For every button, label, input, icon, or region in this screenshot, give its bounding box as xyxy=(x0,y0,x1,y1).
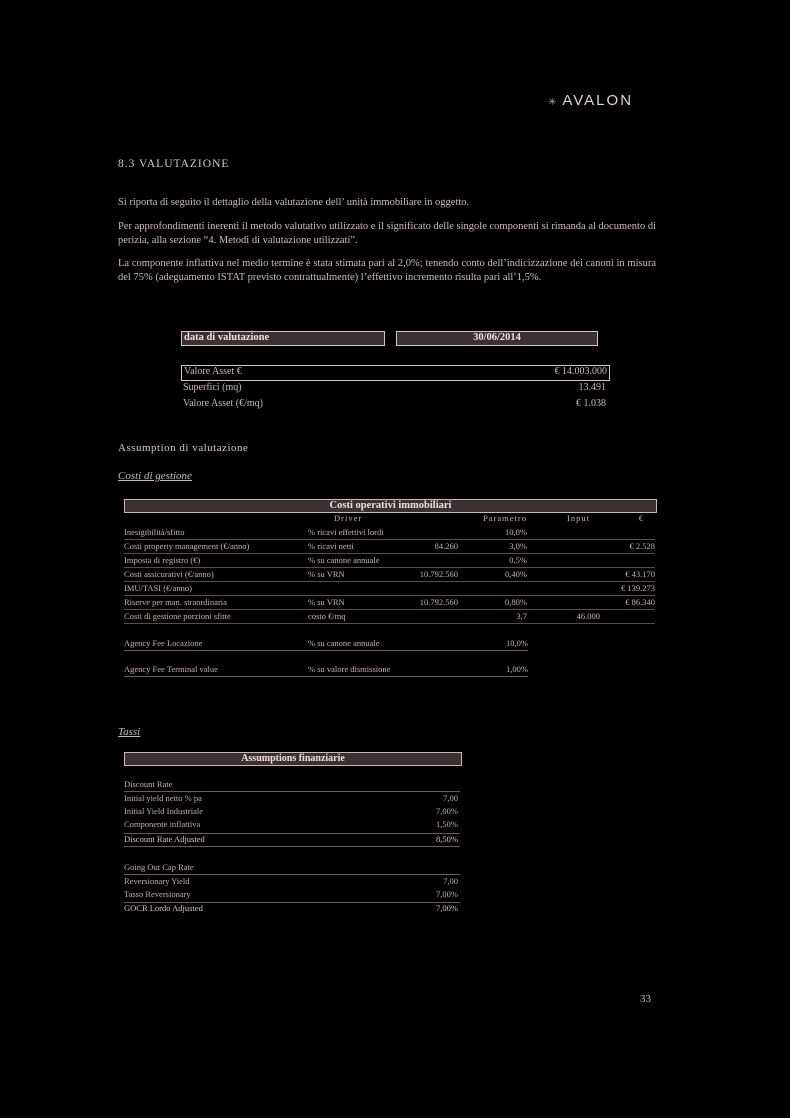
valuation-row-label: Valore Asset (€/mq) xyxy=(183,398,263,409)
valuation-row xyxy=(181,382,608,396)
assumptions-title: Assumption di valutazione xyxy=(118,442,249,454)
section-title: 8.3 VALUTAZIONE xyxy=(118,158,230,170)
table-row xyxy=(124,526,655,540)
cost-label: Costi di gestione porzioni sfitte xyxy=(124,611,231,621)
going-out-heading xyxy=(124,862,460,875)
cost-base: 10.792.560 xyxy=(419,597,458,607)
valuation-row-value: 13.491 xyxy=(578,382,606,393)
agency-driver: % su canone annuale xyxy=(308,638,380,648)
rate-label: Tasso Reversionary xyxy=(124,889,191,899)
cost-eur: € 86.340 xyxy=(625,597,655,607)
avalon-logo xyxy=(548,92,633,109)
rate-label: Componente inflattiva xyxy=(124,819,201,829)
rate-value: 7,00% xyxy=(436,889,458,899)
rate-total-row xyxy=(124,902,460,915)
cost-label: Costi assicurativi (€/anno) xyxy=(124,569,214,579)
table-row xyxy=(124,582,655,596)
header-input: Input xyxy=(567,513,590,523)
cost-driver: % su VRN xyxy=(308,569,345,579)
rate-total-value: 8,50% xyxy=(436,834,458,844)
cost-param: 3,0% xyxy=(509,541,527,551)
rate-label: Reversionary Yield xyxy=(124,876,190,886)
table-row xyxy=(124,568,655,582)
paragraph-intro: Si riporta di seguito il dettaglio della valutazione dell’ unità immobiliare in oggetto. xyxy=(118,197,470,208)
cost-label: IMU/TASI (€/anno) xyxy=(124,583,193,593)
valuation-row-label: Superfici (mq) xyxy=(183,382,242,393)
rate-row xyxy=(124,819,460,831)
costs-table-title: Costi operativi immobiliari xyxy=(124,499,657,513)
cost-base: 84.260 xyxy=(434,541,458,551)
cost-eur: € 139.273 xyxy=(621,583,655,593)
cost-driver: % su VRN xyxy=(308,597,345,607)
cost-param: 0,40% xyxy=(505,569,527,579)
cost-driver: % ricavi effettivi lordi xyxy=(308,527,384,537)
valuation-row-value: € 14.003.000 xyxy=(554,366,607,377)
going-out-heading-text: Going Out Cap Rate xyxy=(124,862,194,872)
cost-label: Inesigibilità/sfitto xyxy=(124,527,185,537)
rates-table-title: Assumptions finanziarie xyxy=(124,752,462,766)
agency-label: Agency Fee Locazione xyxy=(124,638,203,648)
table-row xyxy=(124,596,655,610)
agency-row xyxy=(124,638,528,651)
rate-row xyxy=(124,793,460,805)
valuation-date-label: data di valutazione xyxy=(181,331,385,346)
rate-row xyxy=(124,889,460,901)
cost-label: Riserve per man. straordinaria xyxy=(124,597,227,607)
page-number: 33 xyxy=(640,993,651,1005)
header-driver: Driver xyxy=(334,513,363,523)
rate-total-value: 7,00% xyxy=(436,903,458,913)
cost-label: Costi property management (€/anno) xyxy=(124,541,250,551)
header-eur: € xyxy=(638,513,644,523)
cost-driver: costo €/mq xyxy=(308,611,346,621)
cost-input: 46.000 xyxy=(576,611,600,621)
cost-param: 10,0% xyxy=(505,527,527,537)
rate-value: 1,50% xyxy=(436,819,458,829)
cost-param: 0,80% xyxy=(505,597,527,607)
rate-value: 7,00% xyxy=(436,806,458,816)
valuation-row-label: Valore Asset € xyxy=(184,366,242,377)
agency-row xyxy=(124,664,528,677)
costs-subtitle: Costi di gestione xyxy=(118,470,192,482)
rate-row xyxy=(124,806,460,818)
table-row xyxy=(124,554,655,568)
table-row xyxy=(124,610,655,624)
cost-driver: % su canone annuale xyxy=(308,555,380,565)
rate-value: 7,00 xyxy=(443,793,458,803)
paragraph-inflation: La componente inflattiva nel medio termine è stata stimata pari al 2,0%; tenendo conto dell’indicizzazione dei canoni in misura del 75% (adeguamento ISTAT previsto contrattualmente) l’effettivo incremento risulta pari all’1,5%. xyxy=(118,258,656,283)
rate-total-label: GOCR Lordo Adjusted xyxy=(124,903,203,913)
logo-mark-icon: ✳ xyxy=(548,97,559,108)
agency-driver: % su valore dismissione xyxy=(308,664,391,674)
header-param: Parametro xyxy=(483,513,527,523)
cost-label: Imposta di registro (€) xyxy=(124,555,201,565)
cost-eur: € 2.528 xyxy=(629,541,655,551)
rate-row xyxy=(124,876,460,888)
rates-subtitle: Tassi xyxy=(118,726,141,738)
agency-label: Agency Fee Terminal value xyxy=(124,664,218,674)
cost-driver: % ricavi netti xyxy=(308,541,354,551)
table-row xyxy=(124,540,655,554)
rate-total-label: Discount Rate Adjusted xyxy=(124,834,205,844)
cost-param: 3,7 xyxy=(516,611,527,621)
valuation-row xyxy=(181,398,608,412)
logo-text: AVALON xyxy=(562,92,634,109)
discount-rate-heading-text: Discount Rate xyxy=(124,779,173,789)
costs-table-header xyxy=(124,512,655,525)
valuation-row xyxy=(181,365,610,381)
cost-base: 10.792.560 xyxy=(419,569,458,579)
agency-value: 10,0% xyxy=(506,638,528,648)
agency-value: 1,00% xyxy=(506,664,528,674)
cost-eur: € 43.170 xyxy=(625,569,655,579)
valuation-date-value: 30/06/2014 xyxy=(396,331,598,346)
valuation-row-value: € 1.038 xyxy=(576,398,606,409)
rate-total-row xyxy=(124,833,460,847)
rate-label: Initial Yield Industriale xyxy=(124,806,203,816)
paragraph-method: Per approfondimenti inerenti il metodo valutativo utilizzato e il significato delle singole componenti si rimanda al documento di perizia, alla sezione “4. Metodi di valutazione utilizzati”. xyxy=(118,221,656,246)
discount-rate-heading xyxy=(124,779,460,792)
rate-label: Initial yield netto % pa xyxy=(124,793,202,803)
cost-param: 0,5% xyxy=(509,555,527,565)
rate-value: 7,00 xyxy=(443,876,458,886)
